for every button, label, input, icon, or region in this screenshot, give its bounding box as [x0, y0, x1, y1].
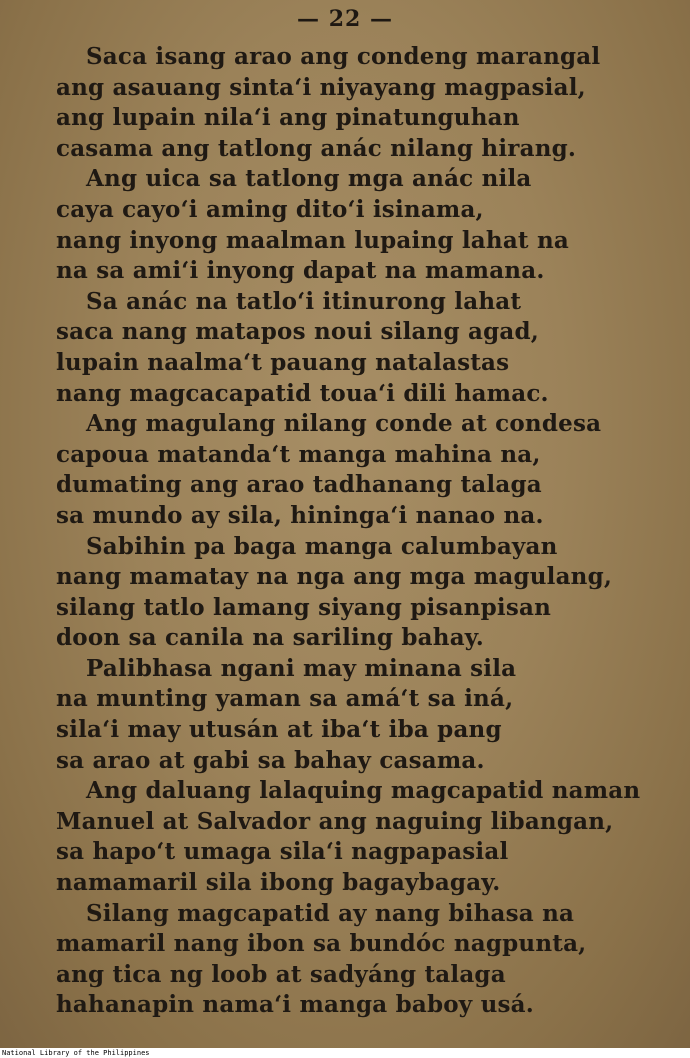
- stanza: [56, 164, 666, 286]
- verse-line: ang tica ng loob at sadyáng talaga: [56, 960, 506, 988]
- page-number: — 22 —: [297, 6, 393, 32]
- poem-text: [56, 42, 666, 1021]
- stanza: [56, 654, 666, 776]
- verse-line: sa hapo‘t umaga sila‘i nagpapasial: [56, 838, 509, 866]
- verse-line: nang mamatay na nga ang mga magulang,: [56, 563, 613, 591]
- verse-line: sa mundo ay sila, hininga‘i nanao na.: [56, 501, 544, 529]
- verse-line: ang lupain nila‘i ang pinatunguhan: [56, 104, 520, 132]
- verse-line: doon sa canila na sariling bahay.: [56, 624, 484, 652]
- footer-bar: [0, 1048, 690, 1058]
- verse-line: ang asauang sinta‘i niyayang magpasial,: [56, 73, 586, 101]
- stanza: [56, 42, 666, 164]
- verse-line: Palibhasa ngani may minana sila: [86, 654, 517, 682]
- verse-line: nang inyong maalman lupaing lahat na: [56, 226, 569, 254]
- stanza: [56, 287, 666, 409]
- verse-line: Silang magcapatid ay nang bihasa na: [86, 899, 575, 927]
- verse-line: lupain naalma‘t pauang natalastas: [56, 348, 510, 376]
- verse-line: na sa ami‘i inyong dapat na mamana.: [56, 257, 545, 285]
- verse-line: dumating ang arao tadhanang talaga: [56, 471, 542, 499]
- verse-line: saca nang matapos noui silang agad,: [56, 318, 539, 346]
- verse-line: nang magcacapatid toua‘i dili hamac.: [56, 379, 549, 407]
- verse-line: Sa anác na tatlo‘i itinurong lahat: [86, 287, 522, 315]
- verse-line: silang tatlo lamang siyang pisanpisan: [56, 593, 552, 621]
- verse-line: Saca isang arao ang condeng marangal: [86, 43, 601, 70]
- verse-line: namamaril sila ibong bagaybagay.: [56, 869, 501, 897]
- verse-line: na munting yaman sa amá‘t sa iná,: [56, 685, 514, 713]
- verse-line: casama ang tatlong anác nilang hirang.: [56, 134, 577, 162]
- verse-line: sila‘i may utusán at iba‘t iba pang: [56, 716, 502, 744]
- verse-line: Sabihin pa baga manga calumbayan: [86, 532, 558, 560]
- verse-line: capoua matanda‘t manga mahina na,: [56, 440, 541, 468]
- verse-line: Manuel at Salvador ang naguing libangan,: [56, 807, 614, 835]
- stanza: [56, 776, 666, 898]
- stanza: [56, 409, 666, 531]
- library-credit: National Library of the Philippines: [2, 1049, 150, 1057]
- verse-line: Ang daluang lalaquing magcapatid naman: [86, 777, 641, 805]
- verse-line: hahanapin nama‘i manga baboy usá.: [56, 991, 534, 1019]
- verse-line: mamaril nang ibon sa bundóc nagpunta,: [56, 930, 587, 958]
- verse-line: Ang uica sa tatlong mga anác nila: [86, 165, 532, 193]
- stanza: [56, 532, 666, 654]
- verse-line: caya cayo‘i aming dito‘i isinama,: [56, 195, 484, 223]
- stanza: [56, 899, 666, 1021]
- verse-line: Ang magulang nilang conde at condesa: [86, 410, 602, 438]
- verse-line: sa arao at gabi sa bahay casama.: [56, 746, 485, 774]
